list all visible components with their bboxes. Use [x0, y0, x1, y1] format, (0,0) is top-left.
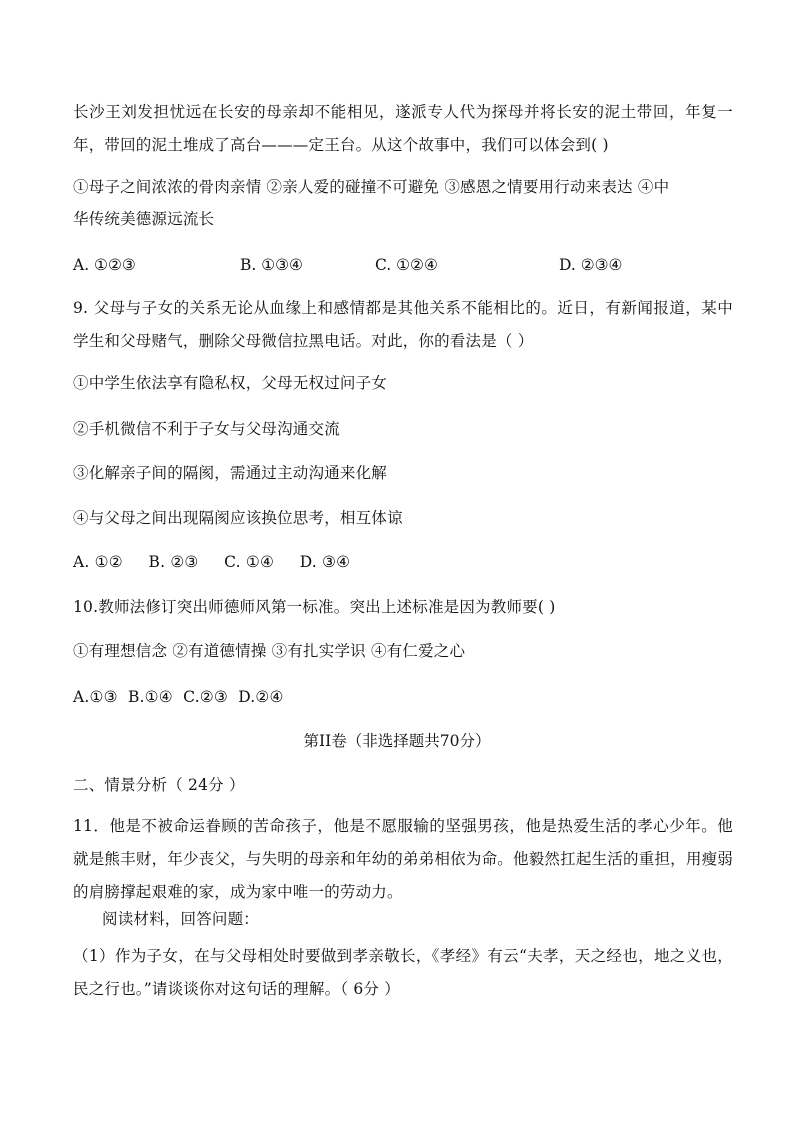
q10-stem: 10.教师法修订突出师德师风第一标准。突出上述标准是因为教师要( ) — [73, 598, 556, 616]
q8-option-c: C. ①②④ — [375, 256, 438, 274]
q11-instruction: 阅读材料，回答问题： — [102, 910, 260, 928]
q9-stem: 9. 父母与子女的关系无论从血缘上和感情都是其他关系不能相比的。近日，有新闻报道，某中学生和父母赌气，删除父母微信拉黑电话。对此，你的看法是（ ） — [73, 299, 733, 350]
q9-item-2: ②手机微信不利于子女与父母沟通交流 — [73, 420, 340, 438]
q9-options: A. ①② B. ②③ C. ①④ D. ③④ — [73, 553, 351, 571]
section-heading: 二、情景分析（ 24分 ） — [73, 776, 245, 794]
q11-sub1: （1）作为子女，在与父母相处时要做到孝亲敬长，《孝经》有云“夫孝，天之经也，地之义也，民之行也。”请谈谈你对这句话的理解。（ 6分 ） — [73, 947, 733, 998]
q9-item-3: ③化解亲子间的隔阂，需通过主动沟通来化解 — [73, 464, 388, 482]
section-title: 第II卷（非选择题共70分） — [303, 732, 491, 750]
q8-option-d: D. ②③④ — [559, 256, 623, 274]
q8-items-line2: 华传统美德源远流长 — [73, 210, 215, 228]
q10-items: ①有理想信念 ②有道德情操 ③有扎实学识 ④有仁爱之心 — [73, 642, 466, 660]
q10-options: A.①③ B.①④ C.②③ D.②④ — [73, 688, 284, 706]
q8-option-b: B. ①③④ — [240, 256, 303, 274]
q8-stem: 长沙王刘发担忧远在长安的母亲却不能相见，遂派专人代为探母并将长安的泥土带回，年复一年，带回的泥土堆成了高台———定王台。从这个故事中，我们可以体会到( ) — [73, 103, 733, 154]
q9-item-1: ①中学生依法享有隐私权，父母无权过问子女 — [73, 374, 388, 392]
q8-option-a: A. ①②③ — [73, 256, 136, 274]
q8-items-line1: ①母子之间浓浓的骨肉亲情 ②亲人爱的碰撞不可避免 ③感恩之情要用行动来表达 ④中 — [73, 178, 670, 196]
q11-stem: 11．他是不被命运眷顾的苦命孩子，他是不愿服输的坚强男孩，他是热爱生活的孝心少年。他就是熊丰财，年少丧父，与失明的母亲和年幼的弟弟相依为命。他毅然扛起生活的重担，用瘦弱的肩膀撑起艰难的家，成为家中唯一的劳动力。 — [73, 817, 733, 901]
q9-item-4: ④与父母之间出现隔阂应该换位思考，相互体谅 — [73, 509, 403, 527]
